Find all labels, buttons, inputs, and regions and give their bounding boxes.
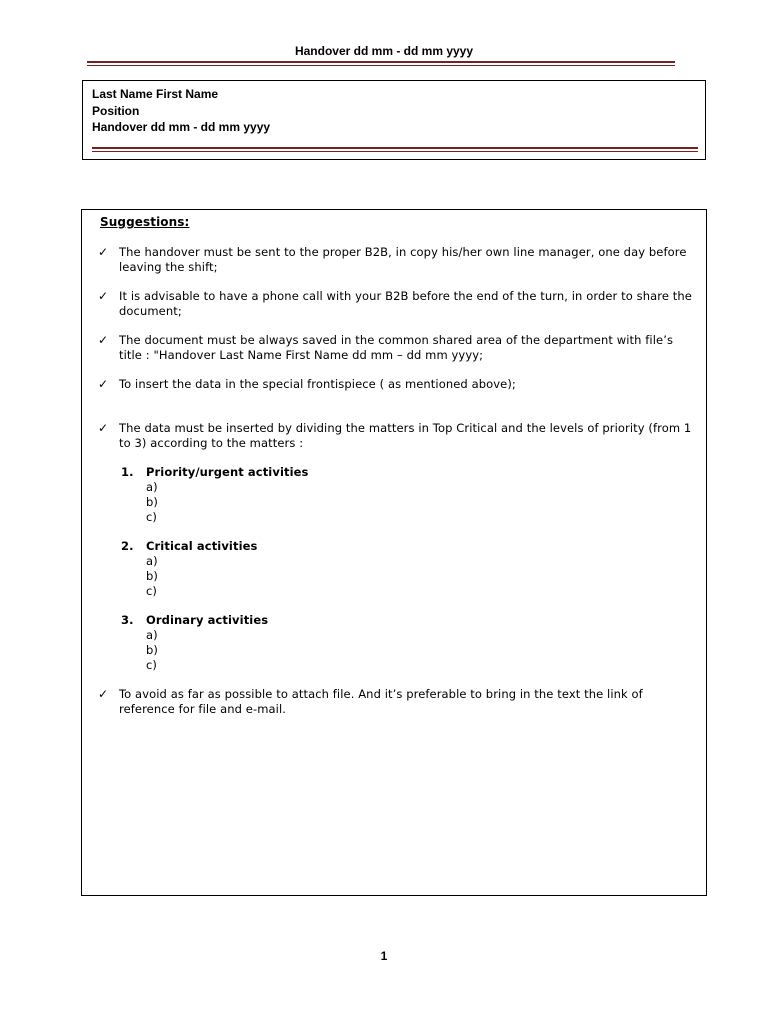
section-subitem: c): [146, 658, 158, 672]
suggestion-text: To avoid as far as possible to attach file. And it’s preferable to bring in the text the link of reference for file and e-mail.: [119, 687, 643, 716]
section-number: 2.: [121, 539, 134, 553]
section-title: Priority/urgent activities: [146, 465, 309, 479]
suggestion-item: [98, 687, 698, 717]
check-icon: ✓: [98, 687, 109, 701]
info-box: [82, 80, 706, 160]
employee-position: Position: [92, 103, 140, 118]
suggestion-text: The handover must be sent to the proper B2B, in copy his/her own line manager, one day before leaving the shift;: [119, 245, 687, 274]
suggestions-box: [81, 209, 707, 896]
suggestion-text: To insert the data in the special frontispiece ( as mentioned above);: [119, 377, 516, 391]
check-icon: ✓: [98, 245, 109, 259]
header-rule-thin: [87, 65, 675, 66]
section-number: 1.: [121, 465, 134, 479]
handover-period: Handover dd mm - dd mm yyyy: [92, 120, 271, 134]
section-subitem: c): [146, 510, 158, 524]
suggestion-text: The document must be always saved in the common shared area of the department with file’s title : "Handover Last Name First Name dd mm – dd mm yyyy;: [119, 333, 674, 362]
section-subitem: b): [146, 643, 158, 657]
suggestion-text: The data must be inserted by dividing the matters in Top Critical and the levels of priority (from 1 to 3) according to the matters :: [119, 421, 692, 450]
suggestion-text: It is advisable to have a phone call with your B2B before the end of the turn, in order to share the document;: [119, 289, 692, 318]
suggestion-item: [98, 377, 698, 392]
section-subitem: a): [146, 480, 158, 494]
ordinary-section: [121, 613, 268, 673]
section-title: Ordinary activities: [146, 613, 269, 627]
check-icon: ✓: [98, 377, 109, 391]
priority-section: [121, 465, 308, 525]
section-subitem: b): [146, 495, 158, 509]
page-number: 1: [380, 949, 388, 963]
suggestion-item: [98, 333, 698, 363]
section-subitem: a): [146, 628, 158, 642]
employee-name: Last Name First Name: [92, 87, 219, 101]
section-subitem: b): [146, 569, 158, 583]
suggestions-title: Suggestions:: [100, 215, 190, 229]
info-rule: [92, 147, 698, 149]
section-title: Critical activities: [146, 539, 258, 553]
critical-section: [121, 539, 257, 599]
suggestion-item: [98, 289, 698, 319]
header-rule: [87, 61, 675, 63]
section-subitem: c): [146, 584, 158, 598]
suggestion-item: [98, 421, 698, 451]
section-number: 3.: [121, 613, 134, 627]
info-rule-thin: [92, 151, 698, 152]
check-icon: ✓: [98, 333, 109, 347]
check-icon: ✓: [98, 289, 109, 303]
section-subitem: a): [146, 554, 158, 568]
page-header-title: Handover dd mm - dd mm yyyy: [294, 44, 474, 58]
suggestion-item: [98, 245, 698, 275]
check-icon: ✓: [98, 421, 109, 435]
